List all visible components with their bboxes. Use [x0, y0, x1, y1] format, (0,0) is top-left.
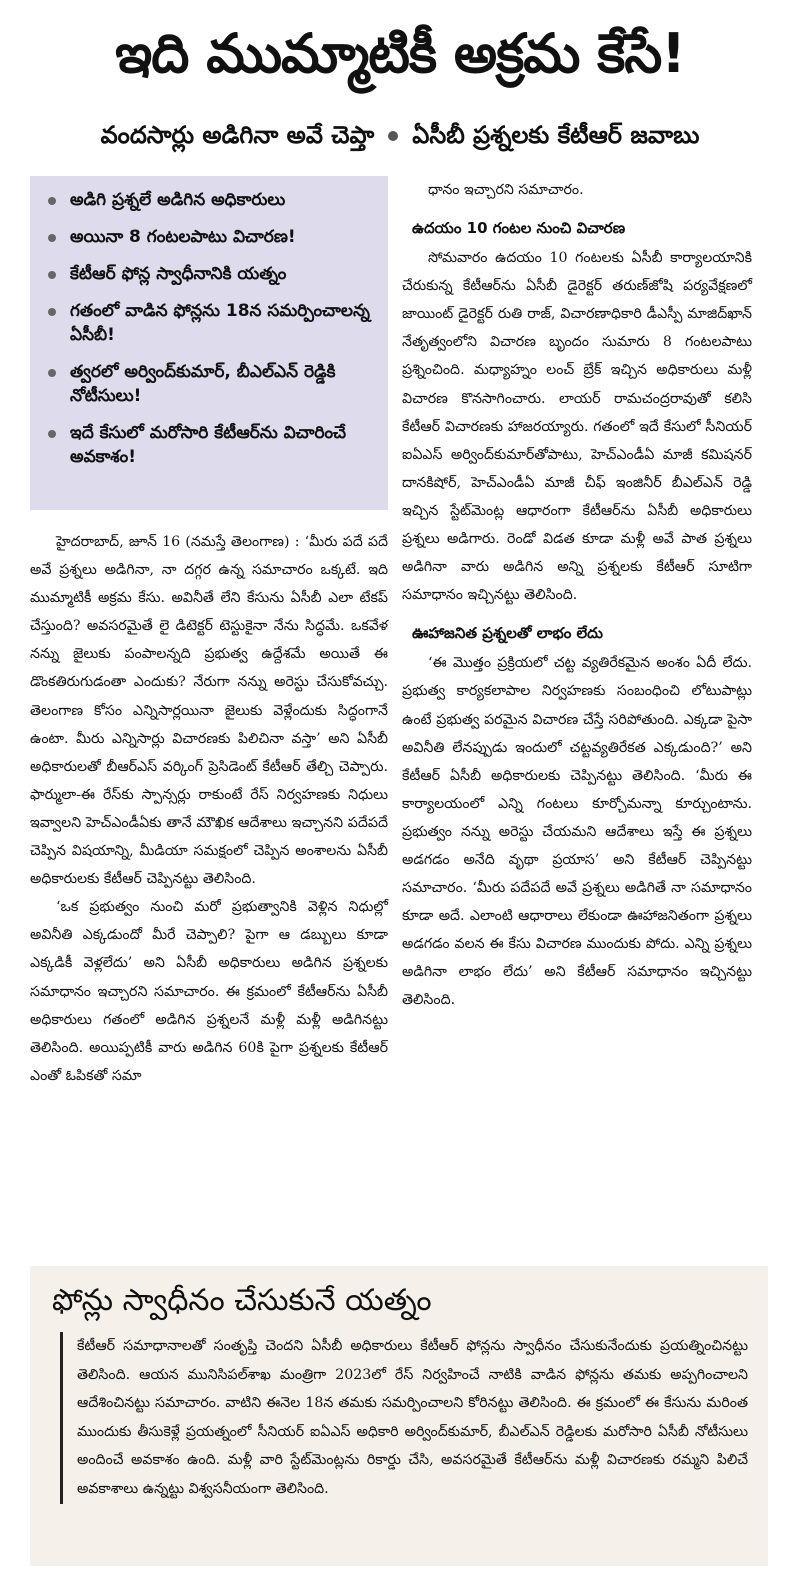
subhead-right: ఏసీబీ ప్రశ్నలకు కేటీఆర్‌ జవాబు — [412, 121, 700, 149]
article-left-column — [30, 528, 388, 1090]
highlight-item: అయినా 8 గంటలపాటు విచారణ! — [48, 225, 378, 249]
sidebar-box — [30, 1266, 768, 1566]
subheadline — [0, 112, 800, 158]
headline: ఇది ముమ్మాటికీ అక్రమ కేసే! — [115, 22, 685, 85]
subhead-left: వందసార్లు అడిగినా అవే చెప్తా — [100, 121, 375, 149]
highlight-item: కేటీఆర్‌ ఫోన్ల స్వాధీనానికి యత్నం — [48, 262, 378, 286]
article-paragraph: ధానం ఇచ్చారని సమాచారం. — [428, 182, 584, 198]
highlight-item: గతంలో వాడిన ఫోన్లను 18న సమర్పించాలన్న ఏసీబీ! — [48, 299, 378, 347]
highlights-box — [30, 176, 388, 510]
article-paragraph: ‘ఈ మొత్తం ప్రక్రియలో చట్ట వ్యతిరేకమైన అంశం ఏదీ లేదు. ప్రభుత్వ కార్యకలాపాల నిర్వహణకు సంబంధించి లోటుపాట్లు ఉంటే ప్రభుత్వ పరమైన విచారణ చేస్తే సరిపోతుంది. ఎక్కడా పైసా అవినీతి లేనప్పుడు ఇందులో చట్టవ్యతిరేకత ఎక్కడుంది?’ అని కేటీఆర్‌ ఏసీబీ అధికారులకు చెప్పినట్టు తెలిసింది. ‘మీరు ఈ కార్యాలయంలో ఎన్ని గంటలు కూర్చోమన్నా కూర్చుంటాను. ప్రభుత్వం నన్ను అరెస్టు చేయమని ఆదేశాలు ఇస్తే ఈ ప్రశ్నలు అడగడం అనేది వృథా ప్రయాస’ అని కేటీఆర్‌ చెప్పినట్టు సమాచారం. ‘మీరు పదేపదే అవే ప్రశ్నలు అడిగితే నా సమాధానం కూడా అదే. ఎలాంటి ఆధారాలు లేకుండా ఊహాజనితంగా ప్రశ్నలు అడగడం వలన ఈ కేసు విచారణ ముందుకు పోదు. ఎన్ని ప్రశ్నలు అడిగినా లాభం లేదు’ అని కేటీఆర్‌ సమాధానం ఇచ్చినట్టు తెలిసింది. — [402, 655, 752, 1009]
article-right-column — [402, 176, 752, 1015]
section-heading: ఊహాజనిత ప్రశ్నలతో లాభం లేదు — [412, 624, 603, 643]
box-title: ఫోన్లు స్వాధీనం చేసుకునే యత్నం — [52, 1283, 432, 1318]
highlight-item: ఇదే కేసులో మరోసారి కేటీఆర్‌ను విచారించే అవకాశం! — [48, 421, 378, 469]
bullet-dot — [388, 131, 398, 141]
article-paragraph: సోమవారం ఉదయం 10 గంటలకు ఏసీబీ కార్యాలయానికి చేరుకున్న కేటీఆర్‌ను ఏసీబీ డైరెక్టర్‌ తరుణ్‌జోషి పర్యవేక్షణలో జాయింట్‌ డైరెక్టర్‌ రుతి రాజ్‌, విచారణాధికారి డీఎస్పీ మాజిద్‌ఖాన్‌ నేతృత్వంలోని విచారణ బృందం సుమారు 8 గంటలపాటు ప్రశ్నించింది. మధ్యాహ్నం లంచ్‌ బ్రేక్‌ ఇచ్చిన అధికారులు మళ్లీ విచారణ కొనసాగించారు. లాయర్‌ రామచంద్రరావుతో కలిసి కేటీఆర్‌ విచారణకు హాజరయ్యారు. గతంలో ఇదే కేసులో సీనియర్‌ ఐఏఎస్‌ అర్వింద్‌కుమార్‌తోపాటు, హెచ్‌ఎండీఏ మాజీ కమిషనర్‌ దానకిషోర్‌, హెచ్‌ఎండీఏ మాజీ చీఫ్‌ ఇంజినీర్‌ బీఎల్‌ఎన్‌ రెడ్డి ఇచ్చిన స్టేట్‌మెంట్ల ఆధారంగా కేటీఆర్‌ను ఏసీబీ అధికారులు ప్రశ్నలు అడిగారు. రెండో విడత కూడా మళ్లీ అవే పాత ప్రశ్నలు అడిగినా వారు అడిగిన అన్ని ప్రశ్నలకు కేటీఆర్‌ సూటిగా సమాధానం ఇచ్చినట్టు తెలిసింది. — [402, 250, 752, 604]
box-text: కేటీఆర్‌ సమాధానాలతో సంతృప్తి చెందని ఏసీబీ అధికారులు కేటీఆర్‌ ఫోన్లను స్వాధీనం చేసుకునేందుకు ప్రయత్నించినట్టు తెలిసింది. ఆయన మునిసిపల్‌శాఖ మంత్రిగా 2023లో రేస్‌ నిర్వహించే నాటికి వాడిన ఫోన్లను తమకు అప్పగించాలని ఆదేశించినట్టు సమాచారం. వాటిని ఈనెల 18న తమకు సమర్పించాలని కోరినట్టు తెలిసింది. ఈ క్రమంలో ఈ కేసును మరింత ముందుకు తీసుకెళ్లే ప్రయత్నంలో సీనియర్‌ ఐఏఎస్‌ అధికారి అర్వింద్‌కుమార్‌, బీఎల్‌ఎన్‌ రెడ్డిలకు మరోసారి ఏసీబీ నోటీసులు అందించే అవకాశం ఉంది. మళ్లీ వారి స్టేట్‌మెంట్లను రికార్డు చేసి, అవసరమైతే కేటీఆర్‌ను మళ్లీ విచారణకు రమ్మని పిలిచే అవకాశాలు ఉన్నట్టు విశ్వసనీయంగా తెలిసింది. — [60, 1332, 748, 1504]
section-heading: ఉదయం 10 గంటల నుంచి విచారణ — [412, 219, 626, 238]
article-paragraph: హైదరాబాద్‌, జూన్‌ 16 (నమస్తే తెలంగాణ) : ‘మీరు పదే పదే అవే ప్రశ్నలు అడిగినా, నా దగ్గర ఉన్న సమాచారం ఒక్కటే. ఇది ముమ్మాటికీ అక్రమ కేసు. అవినీతే లేని కేసును ఏసీబీ ఎలా టేకప్‌ చేస్తుంది? అవసరమైతే లై డిటెక్టర్‌ టెస్టుకైనా నేను సిద్ధమే. ఒకవేళ నన్ను జైలుకు పంపాలన్నది ప్రభుత్వ ఉద్దేశమే అయితే ఈ డొంకతిరుగుడంతా ఎందుకు? నేరుగా నన్ను అరెస్టు చేసుకోవచ్చు. తెలంగాణ కోసం ఎన్నిసార్లయినా జైలుకు వెళ్లేందుకు సిద్ధంగానే ఉంటా. మీరు ఎన్నిసార్లు విచారణకు పిలిచినా వస్తా’ అని ఏసీబీ అధికారులతో బీఆర్‌ఎస్‌ వర్కింగ్‌ ప్రెసిడెంట్‌ కేటీఆర్‌ తేల్చి చెప్పారు. ఫార్ములా-ఈ రేస్‌కు స్పాన్సర్లు రాకుంటే రేస్‌ నిర్వహణకు నిధులు ఇవ్వాలని హెచ్‌ఎండీఏకు తానే మౌఖిక ఆదేశాలు ఇచ్చానని పదేపదే చెప్పిన విషయాన్ని, మీడియా సమక్షంలో చెప్పిన అంశాలను ఏసీబీ అధికారులకు కేటీఆర్‌ చెప్పినట్టు తెలిసింది. — [30, 534, 388, 888]
highlight-item: అడిగి ప్రశ్నలే అడిగిన అధికారులు — [48, 188, 378, 212]
article-paragraph: ‘ఒక ప్రభుత్వం నుంచి మరో ప్రభుత్వానికి వెళ్లిన నిధుల్లో అవినీతి ఎక్కడుందో మీరే చెప్పాలి? పైగా ఆ డబ్బులు కూడా ఎక్కడికీ వెళ్లలేదు’ అని ఏసీబీ అధికారులు అడిగిన ప్రశ్నలకు సమాధానం ఇచ్చారని సమాచారం. ఈ క్రమంలో కేటీఆర్‌ను ఏసీబీ అధికారులు గతంలో అడిగిన ప్రశ్నలనే మళ్లీ మళ్లీ అడిగినట్టు తెలిసింది. అయిప్పటికీ వారు అడిగిన 60కి పైగా ప్రశ్నలకు కేటీఆర్‌ ఎంతో ఓపికతో సమా — [30, 899, 388, 1084]
highlight-item: త్వరలో అర్వింద్‌కుమార్‌, బీఎల్‌ఎన్‌ రెడ్డికి నోటీసులు! — [48, 360, 378, 408]
